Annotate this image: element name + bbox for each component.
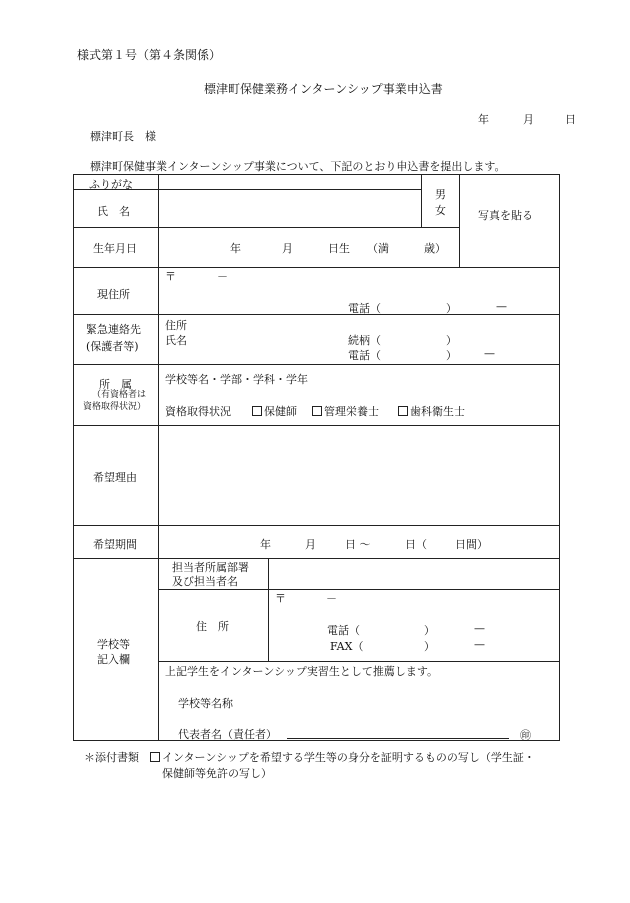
date-month: 月 xyxy=(523,113,534,126)
qual-hygienist[interactable] xyxy=(398,403,465,419)
postal-mark: 〒 xyxy=(165,270,176,283)
qual-nurse-label: 保健師 xyxy=(264,405,297,418)
attach-text-2: 保健師等免許の写し） xyxy=(162,767,272,780)
period-month: 月 xyxy=(305,538,316,551)
attach-item xyxy=(150,749,535,765)
school-phone-dash: — xyxy=(474,622,485,635)
school-phone-label: 電話（ xyxy=(327,624,360,637)
period-year: 年 xyxy=(260,538,271,551)
school-fax-close: ） xyxy=(424,640,435,653)
furigana-label: ふりがな xyxy=(89,178,133,191)
checkbox-icon[interactable] xyxy=(150,752,160,762)
furigana-input[interactable] xyxy=(161,177,419,188)
gender-male[interactable]: 男 xyxy=(435,188,446,201)
relation-close: ） xyxy=(446,334,457,347)
birth-label: 生年月日 xyxy=(93,242,137,255)
birth-age-close: 歳） xyxy=(424,242,446,255)
reason-input[interactable] xyxy=(161,428,557,523)
period-label: 希望期間 xyxy=(93,538,137,551)
emergency-address-label: 住所 xyxy=(165,319,187,332)
school-section-label: 学校等 xyxy=(97,638,130,651)
affiliation-note-1: （有資格者は xyxy=(92,390,147,400)
address-phone-close: ） xyxy=(446,302,457,315)
recommend-text: 上記学生をインターンシップ実習生として推薦します。 xyxy=(165,665,438,678)
emergency-phone-close: ） xyxy=(446,349,457,362)
contact-dept-label: 担当者所属部署 xyxy=(172,561,249,574)
seal-mark: ㊞ xyxy=(520,729,531,742)
emergency-name-label: 氏名 xyxy=(165,334,187,347)
school-phone-close: ） xyxy=(424,624,435,637)
birth-month: 月 xyxy=(282,242,293,255)
checkbox-icon[interactable] xyxy=(398,406,408,416)
checkbox-icon[interactable] xyxy=(312,406,322,416)
period-days: 日間） xyxy=(455,538,488,551)
affiliation-note-2: 資格取得状況） xyxy=(83,402,147,412)
school-section-label-sub: 記入欄 xyxy=(97,653,130,666)
school-address-label: 住 所 xyxy=(196,620,229,633)
signature-line[interactable] xyxy=(287,738,509,739)
period-end-day: 日（ xyxy=(405,538,427,551)
school-postal-dash: － xyxy=(326,592,337,605)
attach-text: インターンシップを希望する学生等の身分を証明するものの写し（学生証・ xyxy=(162,751,535,764)
school-postal-mark: 〒 xyxy=(275,592,286,605)
date-day: 日 xyxy=(565,113,576,126)
name-label: 氏 名 xyxy=(97,205,130,218)
photo-placeholder: 写真を貼る xyxy=(478,209,533,222)
emergency-label: 緊急連絡先 xyxy=(86,323,141,336)
school-fax-label: FAX（ xyxy=(330,640,364,653)
address-phone-label: 電話（ xyxy=(348,302,381,315)
period-day: 日 〜 xyxy=(345,538,371,551)
attach-label: ＊添付書類 xyxy=(84,751,139,764)
address-label: 現住所 xyxy=(97,288,130,301)
contact-dept-label-sub: 及び担当者名 xyxy=(172,575,238,588)
postal-dash: － xyxy=(217,270,228,283)
date-year: 年 xyxy=(478,113,489,126)
representative-label: 代表者名（責任者） xyxy=(178,728,277,741)
school-line: 学校等名・学部・学科・学年 xyxy=(165,373,308,386)
school-fax-dash: — xyxy=(474,638,485,651)
birth-age-open: （満 xyxy=(367,242,389,255)
reason-label: 希望理由 xyxy=(93,471,137,484)
qualification-label: 資格取得状況 xyxy=(165,405,231,418)
addressee: 標津町長 様 xyxy=(90,130,156,143)
qual-dietitian[interactable] xyxy=(312,403,379,419)
checkbox-icon[interactable] xyxy=(252,406,262,416)
emergency-phone-dash: — xyxy=(484,347,495,360)
qual-nurse[interactable] xyxy=(252,403,297,419)
qual-dietitian-label: 管理栄養士 xyxy=(324,405,379,418)
name-input[interactable] xyxy=(161,192,419,225)
address-phone-dash: — xyxy=(496,300,507,313)
form-title: 標津町保健業務インターンシップ事業申込書 xyxy=(204,82,443,96)
emergency-label-sub: (保護者等) xyxy=(86,340,139,353)
qual-hygienist-label: 歯科衛生士 xyxy=(410,405,465,418)
intro-text: 標津町保健事業インターンシップ事業について、下記のとおり申込書を提出します。 xyxy=(90,160,506,173)
affiliation-label: 所 属 xyxy=(99,378,132,391)
birth-day: 日生 xyxy=(328,242,350,255)
birth-year: 年 xyxy=(230,242,241,255)
relation-label: 続柄（ xyxy=(348,334,381,347)
form-number: 様式第１号（第４条関係） xyxy=(77,48,222,62)
school-name-label: 学校等名称 xyxy=(178,697,233,710)
emergency-phone-label: 電話（ xyxy=(348,349,381,362)
gender-female[interactable]: 女 xyxy=(435,204,446,217)
